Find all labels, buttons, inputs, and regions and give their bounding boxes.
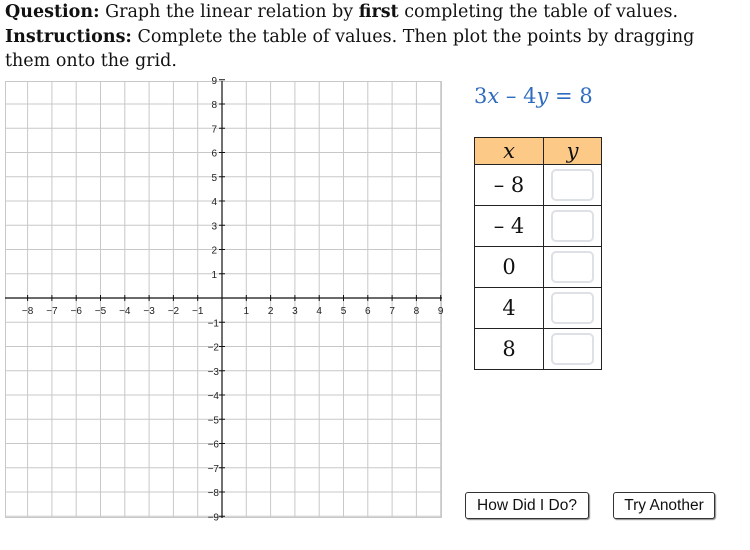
- y-cell: [544, 288, 602, 329]
- x-value: – 4: [475, 206, 544, 247]
- x-value: – 8: [475, 165, 544, 206]
- y-input[interactable]: [551, 292, 594, 324]
- coordinate-grid[interactable]: [5, 75, 444, 524]
- x-tick-label: −8: [21, 306, 34, 317]
- equation-y-coef: 4: [523, 84, 537, 108]
- y-tick-label: 3: [211, 221, 217, 233]
- x-column-header: x: [475, 138, 544, 165]
- y-input[interactable]: [551, 251, 594, 283]
- equation-minus: –: [505, 84, 517, 108]
- y-axis-labels: [208, 76, 220, 524]
- y-column-header: y: [544, 138, 602, 165]
- x-value: 0: [475, 247, 544, 288]
- y-cell: [544, 206, 602, 247]
- x-tick-label: 2: [267, 306, 274, 317]
- table-row: [475, 288, 602, 329]
- x-value: 8: [475, 329, 544, 370]
- question-header: [5, 0, 745, 74]
- y-tick-label: 2: [211, 245, 217, 257]
- question-label: Question:: [5, 2, 100, 22]
- y-tick-label: 5: [211, 172, 217, 184]
- table-row: [475, 247, 602, 288]
- x-tick-label: 3: [292, 306, 298, 317]
- y-tick-label: −9: [207, 512, 219, 524]
- x-tick-label: 5: [340, 306, 347, 317]
- y-tick-label: 7: [211, 124, 217, 136]
- table-row: [475, 206, 602, 247]
- x-tick-label: 6: [365, 306, 371, 317]
- y-tick-label: −4: [207, 391, 219, 402]
- x-tick-label: −4: [119, 306, 131, 317]
- table-row: [475, 165, 602, 206]
- y-tick-label: −3: [207, 366, 219, 378]
- equation-x-coef: 3: [474, 84, 488, 108]
- x-tick-label: 1: [243, 306, 250, 317]
- y-tick-label: 8: [211, 100, 217, 111]
- how-did-i-do-button[interactable]: How Did I Do?: [465, 492, 589, 519]
- x-tick-label: −7: [46, 306, 58, 317]
- x-tick-label: −2: [167, 306, 180, 317]
- question-text-1: Graph the linear relation by: [105, 2, 354, 22]
- equation-x-var: x: [487, 84, 500, 108]
- y-input[interactable]: [551, 210, 594, 242]
- y-tick-label: −7: [207, 463, 219, 475]
- x-tick-label: −1: [191, 306, 204, 317]
- table-of-values: [474, 137, 602, 370]
- y-input[interactable]: [551, 333, 594, 365]
- y-tick-label: 1: [211, 269, 217, 281]
- x-tick-label: −5: [94, 306, 107, 317]
- x-tick-label: 4: [316, 306, 322, 317]
- table-row: [475, 329, 602, 370]
- axes: [5, 80, 442, 518]
- y-cell: [544, 247, 602, 288]
- y-cell: [544, 329, 602, 370]
- equation: [474, 84, 609, 108]
- instructions-text: Complete the table of values. Then plot the points by dragging them onto the grid.: [5, 26, 695, 71]
- x-tick-label: −6: [70, 306, 82, 317]
- y-tick-label: 9: [211, 75, 217, 87]
- try-another-button[interactable]: Try Another: [613, 492, 715, 519]
- equation-equals: =: [555, 84, 573, 108]
- y-tick-label: 6: [211, 148, 217, 160]
- y-tick-label: −2: [207, 342, 219, 354]
- y-cell: [544, 165, 602, 206]
- x-tick-label: −3: [143, 306, 155, 317]
- y-tick-label: −6: [207, 439, 219, 451]
- x-tick-label: 9: [437, 306, 444, 317]
- x-axis-labels: [22, 306, 444, 317]
- grid-lines: [5, 81, 442, 518]
- y-tick-label: −8: [207, 488, 219, 499]
- equation-rhs: 8: [579, 84, 593, 108]
- instructions-label: Instructions:: [5, 26, 132, 47]
- question-line: [5, 0, 745, 25]
- question-text-2: completing the table of values.: [404, 2, 679, 22]
- question-bold-word: first: [358, 2, 399, 22]
- equation-y-var: y: [536, 84, 549, 108]
- y-tick-label: −5: [207, 415, 219, 427]
- instructions-line: [5, 25, 745, 74]
- y-tick-label: −1: [207, 318, 219, 330]
- y-input[interactable]: [551, 169, 594, 201]
- y-tick-label: 4: [211, 197, 217, 208]
- x-value: 4: [475, 288, 544, 329]
- x-tick-label: 7: [389, 306, 395, 317]
- x-tick-label: 8: [413, 306, 420, 317]
